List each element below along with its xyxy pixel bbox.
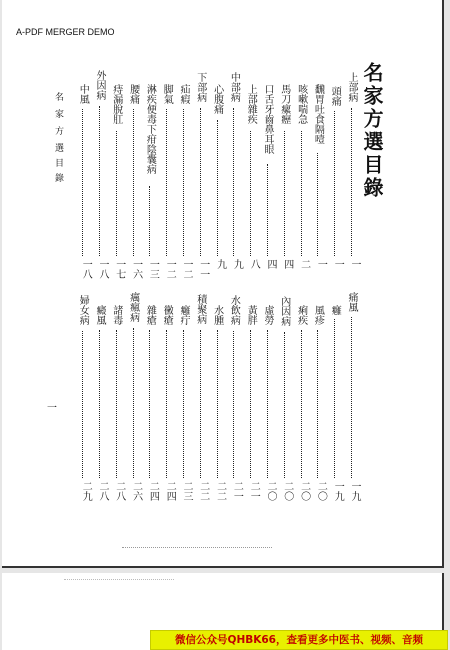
toc-entry-label: 癜風 [94, 305, 105, 325]
watermark: A-PDF MERGER DEMO [16, 27, 115, 37]
toc-entry-label: 黃胖 [245, 305, 257, 325]
toc-leader-dots [99, 106, 100, 256]
toc-leader-dots [133, 328, 134, 478]
toc-leader-dots [183, 330, 184, 478]
toc-leader-dots [351, 317, 352, 478]
toc-leader-dots [217, 330, 218, 478]
toc-page-number: 一六 [130, 259, 142, 279]
toc-leader-dots [82, 331, 83, 478]
toc-leader-dots [166, 330, 167, 478]
toc-entry-label: 內因病 [278, 296, 290, 326]
running-head-section: 目錄 [53, 158, 63, 188]
toc-leader-dots [351, 108, 352, 256]
toc-leader-dots [99, 330, 100, 478]
toc-page-number: 二一 [231, 481, 243, 501]
toc-page-number: 一八 [97, 259, 108, 279]
toc-page-number: 二四 [164, 481, 176, 501]
running-head: 名家方選 [53, 92, 63, 160]
book-title: 名家方選目錄 [360, 62, 384, 200]
toc-page-number: 一 [349, 259, 360, 269]
toc-entry-label: 中風 [77, 84, 89, 104]
toc-leader-dots [149, 330, 150, 478]
toc-entry-label: 口舌牙齒鼻耳眼 [262, 84, 273, 154]
toc-entry-label: 腰痛 [127, 84, 139, 104]
toc-leader-dots [334, 319, 335, 478]
toc-entry-label: 痔漏脫肛 [110, 84, 122, 124]
toc-page-number: 二三 [181, 481, 192, 501]
toc-page-number: 二一 [248, 481, 260, 501]
toc-entry-label: 下部病 [194, 72, 206, 102]
toc-entry-label: 疝瘕 [178, 84, 189, 104]
toc-leader-dots [116, 131, 117, 256]
toc-page-number: 二 [298, 259, 310, 269]
toc-entry-label: 飜胃吐食隔噎 [312, 84, 324, 144]
toc-page-number: 一三 [147, 259, 159, 279]
next-page-text-fragment [64, 579, 174, 580]
toc-entry-label: 脚氣 [161, 84, 173, 104]
toc-leader-dots [133, 109, 134, 256]
toc-leader-dots [250, 330, 251, 478]
toc-page-number: 九 [231, 259, 243, 269]
toc-page-number: 二四 [147, 481, 159, 501]
toc-leader-dots [149, 186, 150, 256]
toc-leader-dots [334, 111, 335, 256]
toc-entry-label: 痢疾 [295, 305, 307, 325]
toc-entry-label: 心腹痛 [211, 84, 223, 114]
toc-leader-dots [284, 131, 285, 256]
toc-leader-dots [284, 332, 285, 478]
toc-entry-label: 水腫 [211, 305, 223, 325]
toc-entry-label: 中部病 [228, 72, 240, 102]
toc-entry-label: 痛風 [346, 292, 357, 312]
toc-entry-label: 上部病 [346, 72, 357, 102]
toc-entry-label: 外因病 [94, 70, 105, 100]
toc-page-number: 二二 [197, 481, 209, 501]
toc-leader-dots [166, 109, 167, 256]
toc-entry-label: 咳嗽喘急 [295, 84, 307, 124]
toc-leader-dots [317, 330, 318, 478]
toc-entry-label: 婦女病 [77, 295, 89, 325]
toc-leader-dots [301, 330, 302, 478]
toc-page-number: 八 [248, 259, 260, 269]
toc-entry-label: 癘瘋病 [127, 292, 139, 322]
toc-leader-dots [233, 108, 234, 256]
toc-entry-label: 癰疔 [178, 305, 189, 325]
toc-page-number: 一八 [80, 259, 92, 279]
toc-leader-dots [200, 108, 201, 256]
toc-page-number: 二〇 [315, 481, 327, 501]
toc-leader-dots [317, 153, 318, 256]
toc-entry-label: 水飲病 [228, 295, 240, 325]
toc-page-number: 四 [265, 259, 276, 269]
toc-entry-label: 淋疾便毒下疳陰囊病 [144, 84, 156, 174]
toc-entry-label: 諸毒 [110, 305, 122, 325]
toc-page-number: 一 [332, 259, 344, 269]
toc-entry-label: 癰 [329, 305, 341, 315]
toc-page-number: 四 [281, 259, 293, 269]
promo-banner[interactable]: 微信公众号QHBK66，查看更多中医书、视频、音频 [150, 630, 448, 650]
toc-page-number: 二八 [113, 481, 125, 501]
toc-page-number: 二〇 [265, 481, 276, 501]
toc-entry-label: 頭痛 [329, 86, 341, 106]
toc-page-number: 二〇 [281, 481, 293, 501]
toc-page-number: 二二 [214, 481, 226, 501]
toc-page-number: 一二 [181, 259, 192, 279]
toc-page-number: 二八 [97, 481, 108, 501]
toc-leader-dots [116, 330, 117, 478]
toc-page-number: 一九 [332, 481, 344, 501]
toc-page-number: 一二 [164, 259, 176, 279]
toc-leader-dots [82, 109, 83, 256]
toc-entry-label: 虛勞 [262, 305, 273, 325]
toc-leader-dots [217, 120, 218, 256]
toc-leader-dots [183, 109, 184, 256]
toc-entry-label: 上部雜疾 [245, 84, 257, 124]
toc-entry-label: 雜瘡 [144, 305, 156, 325]
toc-leader-dots [233, 331, 234, 478]
toc-page-number: 一 [315, 259, 327, 269]
toc-entry-label: 黴瘡 [161, 305, 173, 325]
toc-entry-label: 積聚病 [194, 294, 206, 324]
folio-number: 一 [47, 403, 57, 414]
toc-leader-dots [200, 330, 201, 478]
toc-entry-label: 風疹 [312, 305, 324, 325]
toc-page-number: 一一 [197, 259, 209, 279]
toc-page-number: 九 [214, 259, 226, 269]
toc-page-number: 二〇 [298, 481, 310, 501]
toc-leader-dots [301, 131, 302, 256]
toc-page-number: 一七 [113, 259, 125, 279]
toc-leader-dots [250, 131, 251, 256]
toc-page-number: 二六 [130, 481, 142, 501]
toc-leader-dots [267, 164, 268, 256]
scanned-page [2, 0, 444, 568]
toc-page-number: 一九 [349, 481, 360, 501]
page-divider [122, 547, 272, 548]
toc-entry-label: 馬刀瘰癧 [278, 84, 290, 124]
toc-page-number: 二九 [80, 481, 92, 501]
toc-leader-dots [267, 330, 268, 478]
